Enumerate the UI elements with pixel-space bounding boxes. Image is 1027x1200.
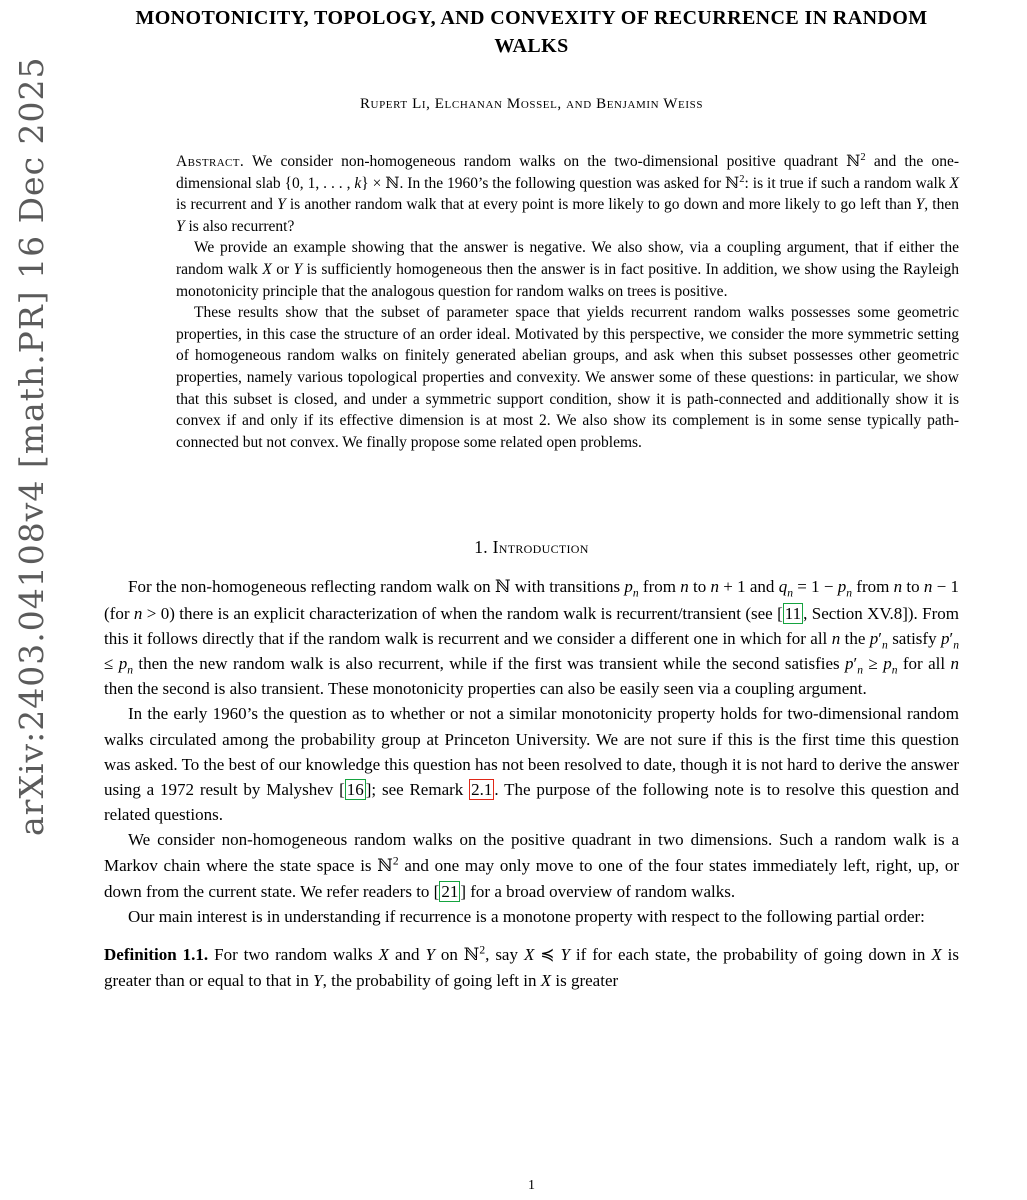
paper-title: MONOTONICITY, TOPOLOGY, AND CONVEXITY OF RECURRENCE IN RANDOM WALKS [135,7,928,57]
body-paragraph: We consider non-homogeneous random walks on the positive quadrant in two dimensions. Such a random walk is a Markov chain where the state space is ℕ$^2$ and one may only move to one of the four states immediately left, right, up, or down from the current state. We refer readers to [ 21 ] for a broad overview of random walks. [104,830,959,901]
citation-link-11[interactable]: 11 [784,603,802,623]
abstract-section [176,151,959,453]
body-paragraph: In the early 1960’s the question as to whether or not a similar monotonicity property holds for two-dimensional random walks circulated among the probability group at Princeton University. We are not sure if this is the first time this question was asked. To the best of our knowledge this question has not been resolved to date, though it is not hard to derive the answer using a 1972 result by Malyshev [ 16 ]; see Remark 2.1 . The purpose of the following note is to resolve this question and related questions. [104,704,960,825]
arxiv-stamp: arXiv:2403.04108v4 [math.PR] 16 Dec 2025 [12,56,51,836]
introduction-section [104,574,959,993]
paper-content [104,0,959,994]
abstract-label: Abstract. [176,153,245,170]
remark-ref-link[interactable]: 2.1 [471,779,493,799]
section-heading-introduction: 1. Introduction [474,537,589,558]
abstract-paragraph: Abstract. We consider non-homogeneous random walks on the two-dimensional positive quadrant ℕ$^2$ and the one-dimensional slab {0, 1, . . . , k} × ℕ. In the 1960’s the following question was asked for ℕ$^2$: is it true if such a random walk X is recurrent and Y is another random walk that at every point is more likely to go down and more likely to go left than Y, then Y is also recurrent? [176,151,959,235]
body-paragraph: Our main interest is in understanding if recurrence is a monotone property with respect to the following partial order: [128,906,925,926]
abstract-paragraph: We provide an example showing that the answer is negative. We also show, via a coupling argument, that if either the random walk X or Y is sufficiently homogeneous then the answer is in fact positive. In addition, we show using the Rayleigh monotonicity principle that the analogous question for random walks on trees is positive. [176,239,959,300]
abstract-paragraph: These results show that the subset of parameter space that yields recurrent random walks possesses some geometric properties, in this case the structure of an order ideal. Motivated by this perspective, we consider the more symmetric setting of homogeneous random walks on finitely generated abelian groups, and ask when this subset possesses other geometric properties, namely various topological properties and convexity. We answer some of these questions: in particular, we show that this subset is closed, and under a symmetric support condition, show it is path-connected and additionally show it is convex if and only if its effective dimension is at most 2. We also show its complement is in some sense typically path-connected but not convex. We finally propose some related open problems. [176,304,959,451]
page-number: 1 [528,1178,535,1193]
definition-paragraph: Definition 1.1. For two random walks X and Y on ℕ$^2$, say X ≼ Y if for each state, the probability of going down in X is greater than or equal to that in Y, the probability of going left in X is greater [104,943,960,991]
body-paragraph: For the non-homogeneous reflecting random walk on ℕ with transitions $p_n$ from n to n + 1 and $q_n = 1 - p_n$ from n to n − 1 (for n > 0) there is an explicit characterization of when the random walk is recurrent/transient (see [ 11 , Section XV.8]). From this it follows directly that if the random walk is recurrent and we consider a different one in which for all n the $p'_n$ satisfy $p'_n \le p_n$ then the new random walk is also recurrent, while if the first was transient while the second satisfies $p'_n \ge p_n$ for all n then the second is also transient. These monotonicity properties can also be easily seen via a coupling argument. [104,577,960,699]
citation-link-16[interactable]: 16 [346,779,364,799]
paper-authors: Rupert Li, Elchanan Mossel, and Benjamin Weiss [359,96,704,112]
citation-link-21[interactable]: 21 [441,881,459,901]
